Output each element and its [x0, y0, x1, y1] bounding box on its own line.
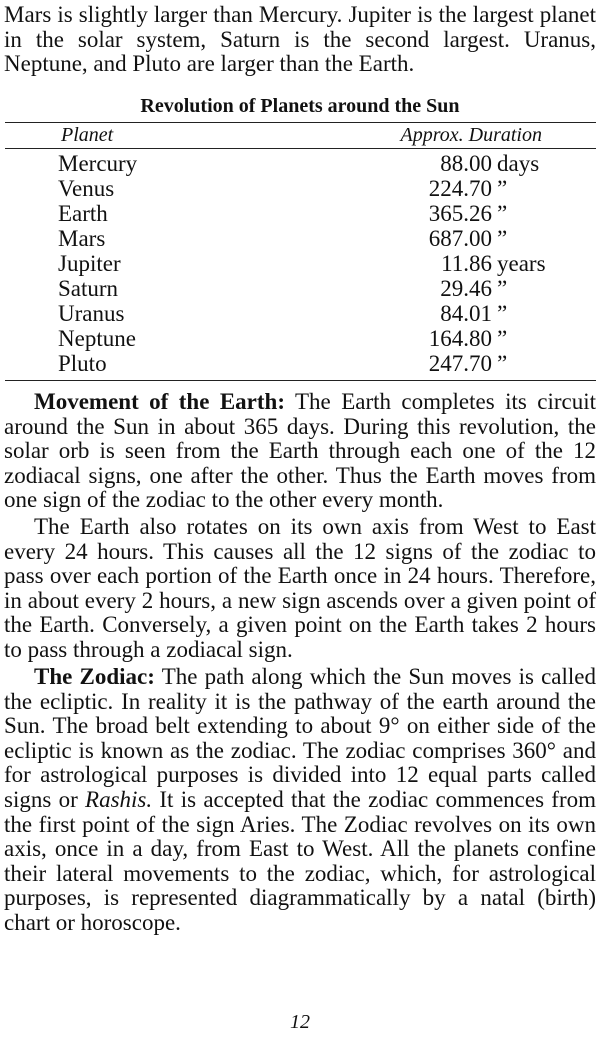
table-row — [0, 326, 600, 351]
planet-name: Venus — [58, 176, 115, 201]
movement-paragraph — [4, 390, 596, 513]
duration-unit: ” — [497, 201, 508, 226]
duration-value: 247.70 — [428, 351, 492, 376]
duration-value: 365.26 — [428, 201, 492, 226]
rashis-term: Rashis. — [85, 786, 153, 812]
duration-unit: ” — [497, 276, 508, 301]
zodiac-text-b: It is accepted that the zodiac commences from the first point of the sign Aries. The Zodiac revolves on its own axis, once in a day, from East to West. All the planets confine their lateral movements to the zodiac, which, for astrological purposes, is represented diagrammatically by a natal (birth) chart or horoscope. — [4, 786, 597, 935]
table-row — [0, 176, 600, 201]
planet-name: Mars — [58, 226, 106, 251]
duration-value: 84.01 — [440, 301, 492, 326]
duration-unit: ” — [497, 351, 508, 376]
movement-text: The Earth completes its circuit around the Sun in about 365 days. During this revolution, the solar orb is seen from the Earth through each one of the 12 zodiacal signs, one after the other. Thus the Earth moves from one sign of the zodiac to the other every month. — [4, 389, 597, 513]
table-row — [0, 301, 600, 326]
table-top-rule — [5, 122, 596, 123]
planet-name: Neptune — [58, 326, 136, 351]
duration-unit: ” — [497, 176, 508, 201]
planet-name: Earth — [58, 201, 108, 226]
planet-name: Saturn — [58, 276, 119, 301]
intro-paragraph: Mars is slightly larger than Mercury. Jupiter is the largest planet in the solar system, Saturn is the second largest. Uranus, Neptune, and Pluto are larger than the Earth. — [4, 2, 596, 77]
duration-value: 687.00 — [428, 226, 492, 251]
duration-unit: years — [497, 251, 546, 276]
planet-name: Pluto — [58, 351, 107, 376]
table-row — [0, 351, 600, 376]
zodiac-paragraph — [4, 665, 596, 936]
zodiac-heading: The Zodiac: — [34, 664, 155, 689]
duration-unit: days — [497, 151, 540, 176]
table-row — [0, 151, 600, 176]
duration-value: 11.86 — [441, 251, 492, 276]
duration-unit: ” — [497, 301, 508, 326]
planet-name: Mercury — [58, 151, 138, 176]
page-number: 12 — [290, 1011, 310, 1033]
zodiac-text-a: The path along which the Sun moves is called the ecliptic. In reality it is the pathway of the earth around the Sun. The broad belt extending to about 9° on either side of the ecliptic is known as the zodiac. The zodiac comprises 360° and for astrological purposes is divided into 12 equal parts called signs or — [4, 664, 597, 812]
duration-unit: ” — [497, 326, 508, 351]
table-header-rule — [5, 148, 596, 149]
planet-name: Uranus — [58, 301, 125, 326]
duration-value: 29.46 — [440, 276, 492, 301]
planet-table-body — [0, 151, 600, 376]
planet-name: Jupiter — [58, 251, 121, 276]
column-header-planet: Planet — [61, 124, 114, 146]
rotation-paragraph — [4, 515, 596, 663]
movement-heading: Movement of the Earth: — [34, 389, 285, 414]
duration-value: 224.70 — [428, 176, 492, 201]
rotation-text: The Earth also rotates on its own axis from West to East every 24 hours. This causes all the 12 signs of the zodiac to pass over each portion of the Earth once in 24 hours. Therefore, in about every 2 hours, a new sign ascends over a given point of the Earth. Conversely, a given point on the Earth takes 2 hours to pass through a zodiacal sign. — [4, 514, 596, 662]
column-header-duration: Approx. Duration — [400, 124, 542, 146]
table-row — [0, 251, 600, 276]
table-row — [0, 276, 600, 301]
duration-value: 88.00 — [440, 151, 492, 176]
table-row — [0, 226, 600, 251]
table-bottom-rule — [5, 380, 596, 381]
table-title: Revolution of Planets around the Sun — [140, 95, 460, 117]
duration-unit: ” — [497, 226, 508, 251]
table-row — [0, 201, 600, 226]
duration-value: 164.80 — [428, 326, 492, 351]
